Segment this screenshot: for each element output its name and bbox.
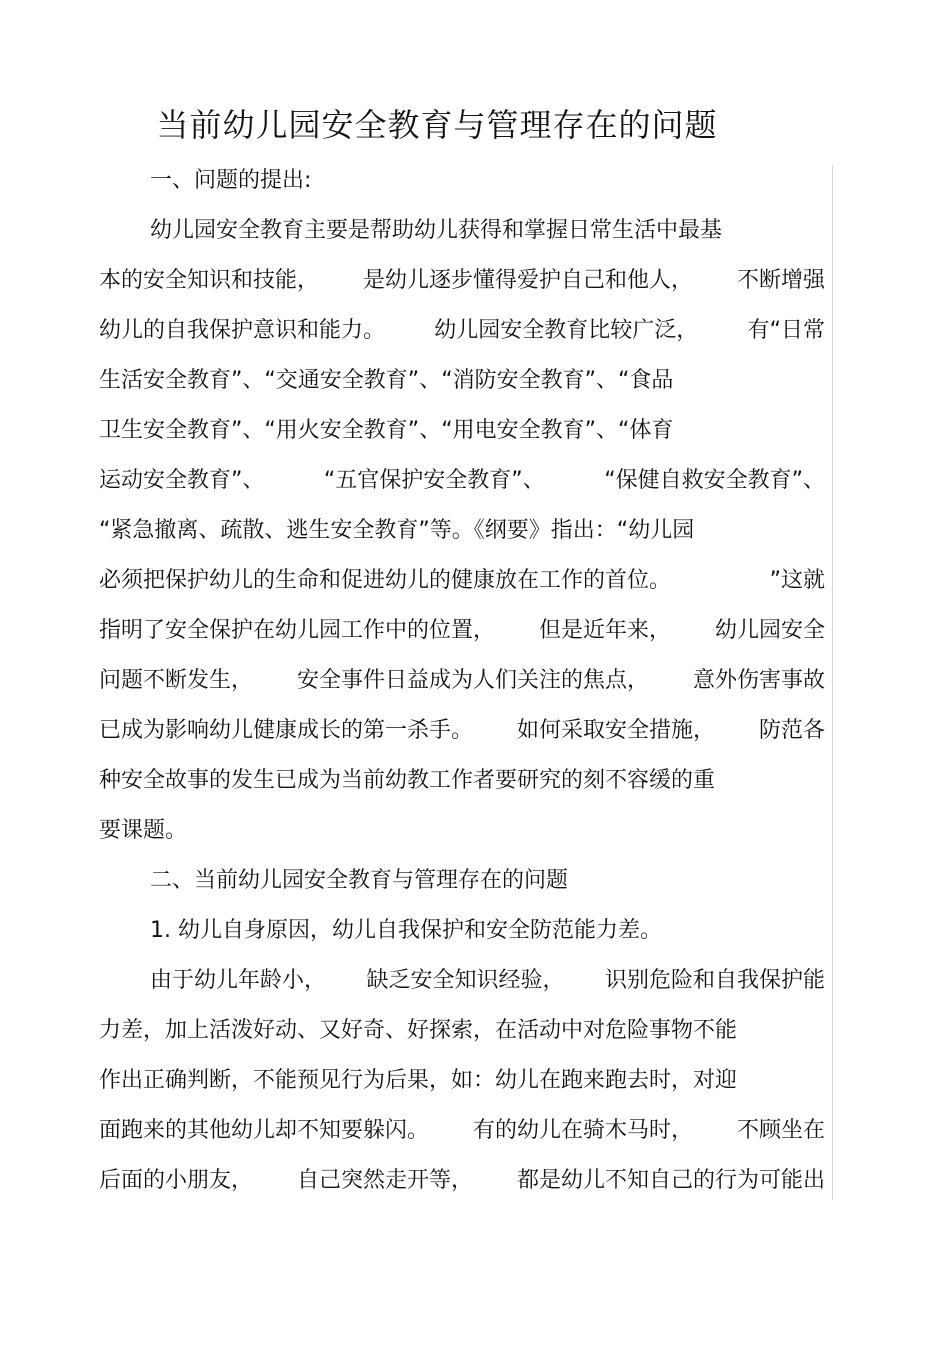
text-segment: “保健自救安全教育”、 bbox=[604, 468, 825, 493]
text-line bbox=[99, 513, 694, 549]
text-segment: 缺乏安全知识经验， bbox=[366, 968, 565, 993]
text-segment: 幼儿园安全教育比较广泛， bbox=[434, 318, 699, 343]
text-line bbox=[99, 1163, 825, 1199]
text-segment: 后面的小朋友， bbox=[99, 1168, 254, 1193]
text-segment: 本的安全知识和技能， bbox=[99, 268, 320, 293]
text-segment: 幼儿园安全教育主要是帮助幼儿获得和掌握日常生活中最基 bbox=[150, 218, 723, 243]
text-segment: 指明了安全保护在幼儿园工作中的位置， bbox=[99, 618, 496, 643]
text-segment: “五官保护安全教育”、 bbox=[323, 468, 545, 493]
text-segment: 力差，加上活泼好动、又好奇、好探索，在活动中对危险事物不能 bbox=[99, 1018, 738, 1043]
text-segment: 都是幼儿不知自己的行为可能出 bbox=[516, 1168, 825, 1193]
text-segment: 作出正确判断，不能预见行为后果，如：幼儿在跑来跑去时，对迎 bbox=[99, 1068, 738, 1093]
text-segment: 不断增强 bbox=[736, 268, 825, 293]
text-segment: 安全事件日益成为人们关注的焦点， bbox=[296, 668, 649, 693]
text-segment: 二、当前幼儿园安全教育与管理存在的问题 bbox=[150, 868, 569, 893]
text-line bbox=[99, 1113, 825, 1149]
text-line bbox=[99, 613, 825, 649]
text-line bbox=[99, 813, 187, 849]
text-segment: 一、问题的提出: bbox=[150, 168, 312, 193]
text-segment: 已成为影响幼儿健康成长的第一杀手。 bbox=[99, 718, 474, 743]
text-segment: 要课题。 bbox=[99, 818, 188, 843]
text-segment: 但是近年来， bbox=[538, 618, 671, 643]
text-segment: ”这就 bbox=[769, 568, 825, 593]
text-segment: 生活安全教育”、“交通安全教育”、“消防安全教育”、“食品 bbox=[99, 368, 674, 393]
text-segment: 不顾坐在 bbox=[736, 1118, 825, 1143]
text-line bbox=[150, 213, 722, 249]
text-segment: 幼儿园安全 bbox=[714, 618, 825, 643]
text-segment: 识别危险和自我保护能 bbox=[604, 968, 825, 993]
text-line bbox=[99, 763, 715, 799]
text-segment: 自己突然走开等， bbox=[296, 1168, 473, 1193]
document-title: 当前幼儿园安全教育与管理存在的问题 bbox=[156, 106, 718, 144]
text-line bbox=[99, 1013, 737, 1049]
text-segment: 是幼儿逐步懂得爱护自己和他人， bbox=[362, 268, 693, 293]
text-line bbox=[99, 563, 825, 599]
text-line bbox=[150, 913, 662, 949]
text-line bbox=[99, 313, 825, 349]
text-segment: 面跑来的其他幼儿却不知要躲闪。 bbox=[99, 1118, 430, 1143]
text-segment: 种安全故事的发生已成为当前幼教工作者要研究的刻不容缓的重 bbox=[99, 768, 716, 793]
text-line bbox=[99, 263, 825, 299]
text-segment: 必须把保护幼儿的生命和促进幼儿的健康放在工作的首位。 bbox=[99, 568, 672, 593]
text-segment: 问题不断发生， bbox=[99, 668, 254, 693]
text-segment: 运动安全教育”、 bbox=[99, 468, 265, 493]
text-segment: 意外伤害事故 bbox=[692, 668, 825, 693]
text-line bbox=[99, 413, 673, 449]
text-segment: 1. 幼儿自身原因，幼儿自我保护和安全防范能力差。 bbox=[150, 918, 662, 943]
text-line bbox=[99, 663, 825, 699]
text-line bbox=[150, 863, 568, 899]
text-line bbox=[99, 363, 673, 399]
text-line bbox=[150, 963, 825, 999]
text-segment: 由于幼儿年龄小， bbox=[150, 968, 327, 993]
text-line bbox=[99, 713, 825, 749]
text-segment: 如何采取安全措施， bbox=[516, 718, 715, 743]
text-line bbox=[150, 163, 311, 199]
text-line bbox=[99, 463, 825, 499]
text-segment: “紧急撤离、疏散、逃生安全教育”等。《纲要》指出：“幼儿园 bbox=[99, 518, 695, 543]
text-segment: 防范各 bbox=[758, 718, 825, 743]
text-segment: 卫生安全教育”、“用火安全教育”、“用电安全教育”、“体育 bbox=[99, 418, 674, 443]
text-line bbox=[99, 1063, 737, 1099]
text-segment: 有“日常 bbox=[747, 318, 825, 343]
text-segment: 幼儿的自我保护意识和能力。 bbox=[99, 318, 386, 343]
margin-rule bbox=[832, 165, 833, 1200]
text-segment: 有的幼儿在骑木马时， bbox=[472, 1118, 693, 1143]
